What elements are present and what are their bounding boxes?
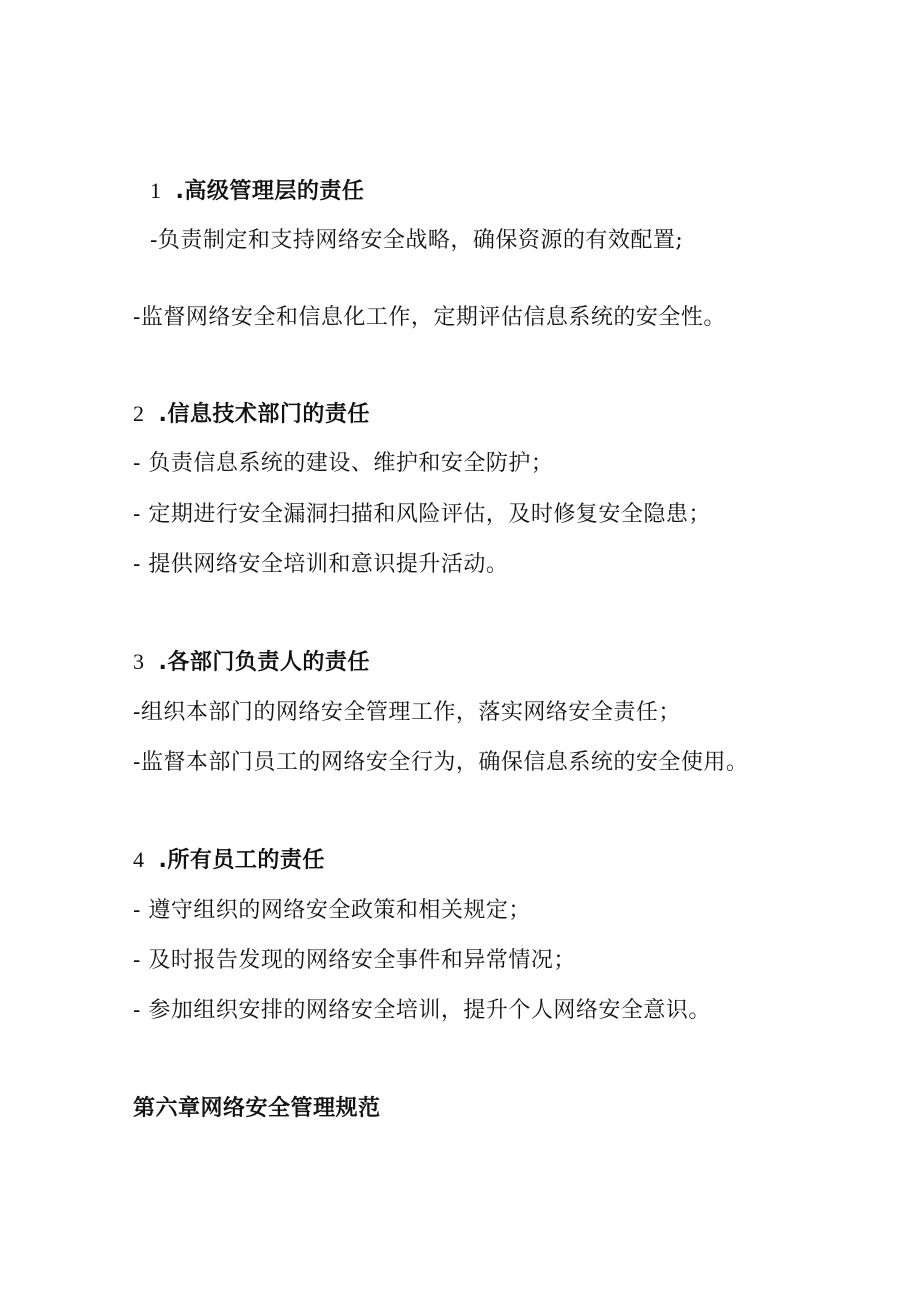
section-number: 1 xyxy=(150,178,162,203)
section-item: -监督网络安全和信息化工作，定期评估信息系统的安全性。 xyxy=(133,305,726,330)
section-item: - 提供网络安全培训和意识提升活动。 xyxy=(133,552,509,577)
section-item: - 定期进行安全漏洞扫描和风险评估，及时修复安全隐患； xyxy=(133,502,711,527)
section-item: - 遵守组织的网络安全政策和相关规定； xyxy=(133,898,531,923)
section-heading-2 xyxy=(133,399,370,430)
section-item: -监督本部门员工的网络安全行为，确保信息系统的安全使用。 xyxy=(133,750,749,775)
section-number: 4 xyxy=(133,847,145,872)
section-item: - 参加组织安排的网络安全培训，提升个人网络安全意识。 xyxy=(133,998,711,1023)
section-number: 3 xyxy=(133,649,145,674)
section-item: -组织本部门的网络安全管理工作，落实网络安全责任； xyxy=(133,700,681,725)
section-heading-1 xyxy=(150,176,364,207)
section-title: .各部门负责人的责任 xyxy=(158,650,370,675)
section-number: 2 xyxy=(133,401,145,426)
section-title: .所有员工的责任 xyxy=(158,848,325,873)
section-item: -负责制定和支持网络安全战略，确保资源的有效配置; xyxy=(150,228,684,253)
section-heading-3 xyxy=(133,647,370,678)
section-item: - 及时报告发现的网络安全事件和异常情况； xyxy=(133,948,576,973)
section-title: .高级管理层的责任 xyxy=(175,179,365,204)
section-item: - 负责信息系统的建设、维护和安全防护； xyxy=(133,451,554,476)
section-title: .信息技术部门的责任 xyxy=(158,402,370,427)
chapter-heading: 第六章网络安全管理规范 xyxy=(133,1096,381,1121)
section-heading-4 xyxy=(133,845,325,876)
